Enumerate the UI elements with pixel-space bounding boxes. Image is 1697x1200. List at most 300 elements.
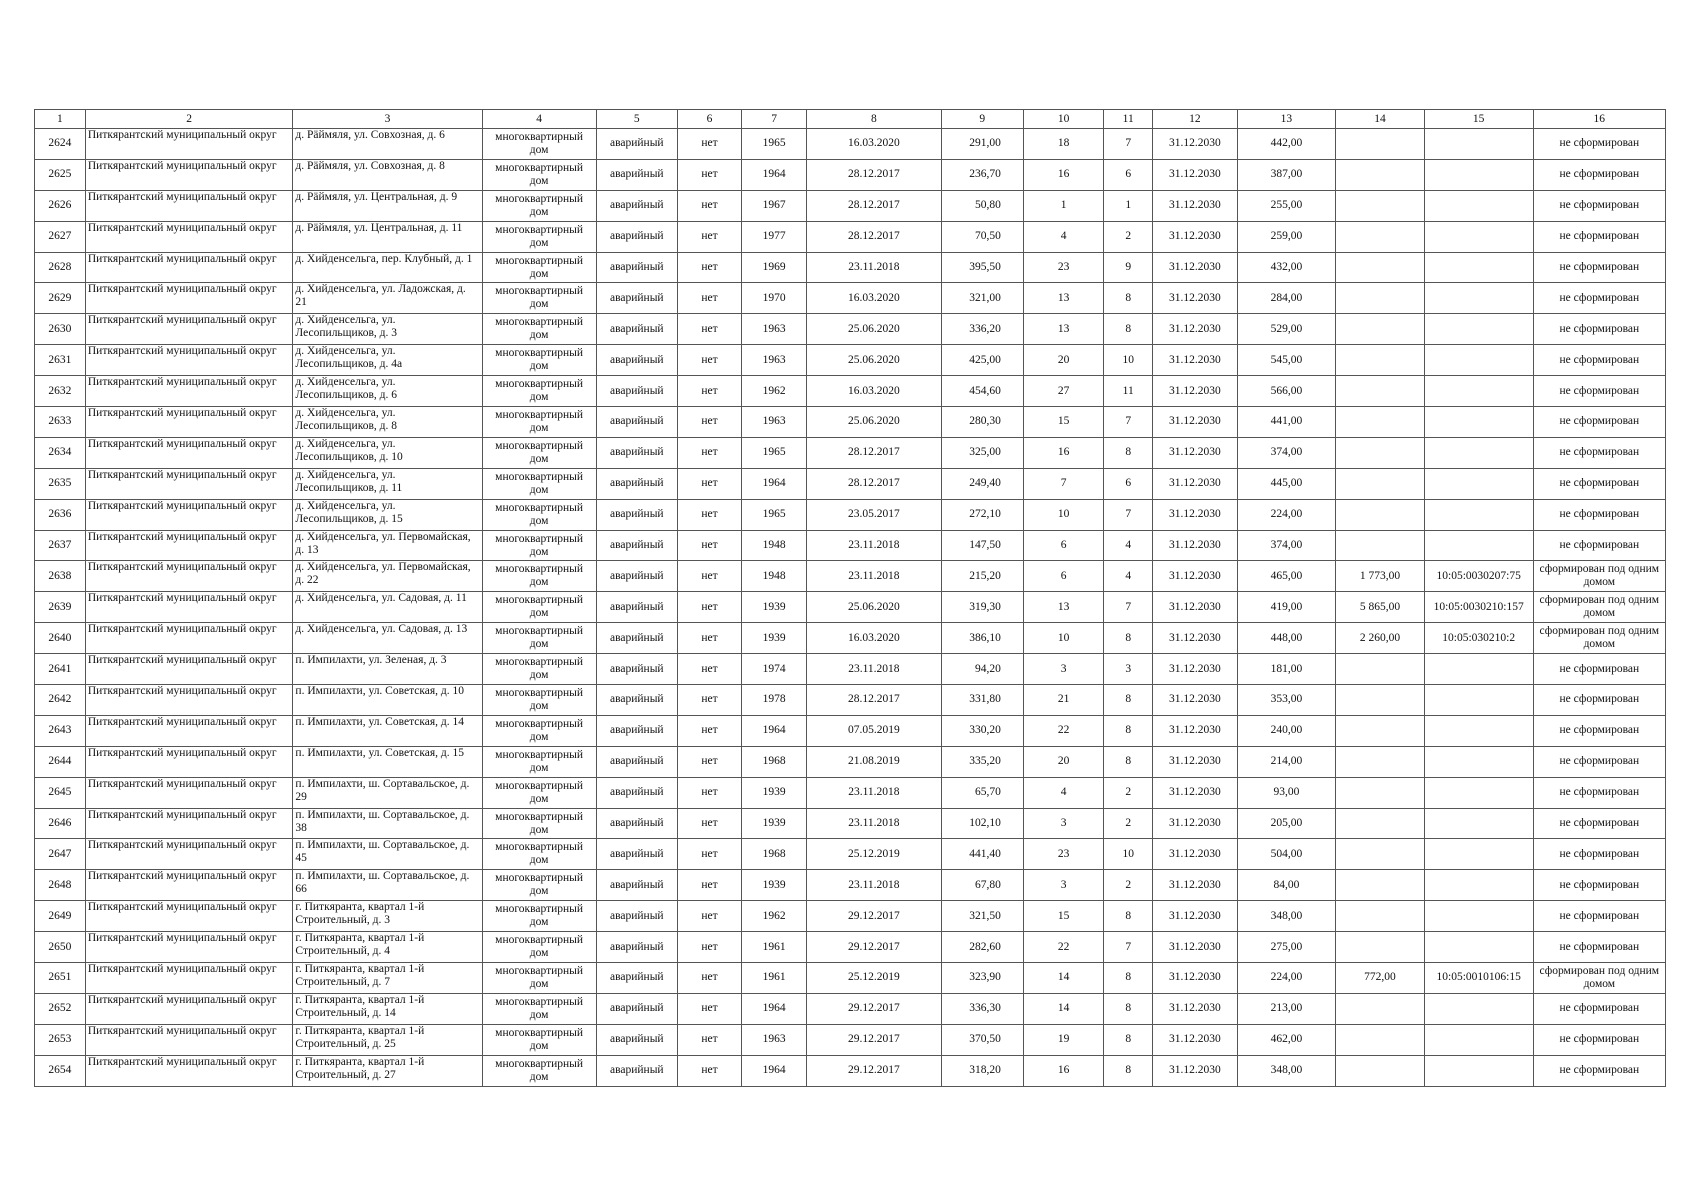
cadastral-number-cell: 10:05:030210:2 — [1424, 623, 1533, 654]
condition-cell: аварийный — [596, 839, 677, 870]
residents-cell: 3 — [1023, 654, 1103, 685]
cadastral-number-cell — [1424, 190, 1533, 221]
resettlement-deadline-cell: 31.12.2030 — [1153, 314, 1237, 345]
area-cell: 325,00 — [941, 437, 1023, 468]
address-cell: д. Хийденсельга, ул. Первомайская, д. 13 — [293, 530, 482, 561]
flag-cell: нет — [678, 993, 742, 1024]
land-status-cell: не сформирован — [1533, 685, 1665, 716]
cadastral-number-cell — [1424, 345, 1533, 376]
area-cell: 147,50 — [941, 530, 1023, 561]
row-number-cell: 2626 — [35, 190, 86, 221]
municipality-cell: Питкярантский муниципальный округ — [85, 777, 293, 808]
municipality-cell: Питкярантский муниципальный округ — [85, 190, 293, 221]
cadastral-value-cell: 205,00 — [1237, 808, 1336, 839]
row-number-cell: 2627 — [35, 221, 86, 252]
row-number-cell: 2624 — [35, 129, 86, 160]
municipality-cell: Питкярантский муниципальный округ — [85, 1024, 293, 1055]
land-area-cell: 1 773,00 — [1336, 561, 1425, 592]
municipality-cell: Питкярантский муниципальный округ — [85, 654, 293, 685]
table-row — [35, 530, 1666, 561]
recognition-date-cell: 16.03.2020 — [807, 623, 941, 654]
table-row — [35, 499, 1666, 530]
year-built-cell: 1962 — [742, 901, 807, 932]
residents-cell: 23 — [1023, 839, 1103, 870]
building-type-cell: многоквартирный дом — [482, 654, 596, 685]
apartments-cell: 8 — [1104, 685, 1153, 716]
year-built-cell: 1978 — [742, 685, 807, 716]
land-area-cell — [1336, 221, 1425, 252]
area-cell: 321,00 — [941, 283, 1023, 314]
cadastral-value-cell: 224,00 — [1237, 963, 1336, 994]
column-header: 6 — [678, 110, 742, 129]
residents-cell: 13 — [1023, 314, 1103, 345]
recognition-date-cell: 25.12.2019 — [807, 839, 941, 870]
flag-cell: нет — [678, 746, 742, 777]
recognition-date-cell: 23.11.2018 — [807, 654, 941, 685]
cadastral-value-cell: 224,00 — [1237, 499, 1336, 530]
building-type-cell: многоквартирный дом — [482, 407, 596, 438]
resettlement-deadline-cell: 31.12.2030 — [1153, 839, 1237, 870]
land-status-cell: не сформирован — [1533, 1024, 1665, 1055]
address-cell: д. Хийденсельга, ул. Ладожская, д. 21 — [293, 283, 482, 314]
address-cell: д. Рӓймяля, ул. Совхозная, д. 8 — [293, 159, 482, 190]
cadastral-value-cell: 353,00 — [1237, 685, 1336, 716]
resettlement-deadline-cell: 31.12.2030 — [1153, 932, 1237, 963]
area-cell: 331,80 — [941, 685, 1023, 716]
resettlement-deadline-cell: 31.12.2030 — [1153, 623, 1237, 654]
year-built-cell: 1964 — [742, 1055, 807, 1086]
table-row — [35, 437, 1666, 468]
row-number-cell: 2652 — [35, 993, 86, 1024]
cadastral-number-cell — [1424, 283, 1533, 314]
residents-cell: 15 — [1023, 901, 1103, 932]
area-cell: 335,20 — [941, 746, 1023, 777]
year-built-cell: 1965 — [742, 437, 807, 468]
land-status-cell: не сформирован — [1533, 715, 1665, 746]
cadastral-value-cell: 441,00 — [1237, 407, 1336, 438]
resettlement-deadline-cell: 31.12.2030 — [1153, 376, 1237, 407]
apartments-cell: 6 — [1104, 468, 1153, 499]
cadastral-value-cell: 374,00 — [1237, 530, 1336, 561]
land-status-cell: не сформирован — [1533, 159, 1665, 190]
condition-cell: аварийный — [596, 314, 677, 345]
address-cell: д. Хийденсельга, ул. Садовая, д. 11 — [293, 592, 482, 623]
municipality-cell: Питкярантский муниципальный округ — [85, 1055, 293, 1086]
flag-cell: нет — [678, 437, 742, 468]
flag-cell: нет — [678, 623, 742, 654]
building-type-cell: многоквартирный дом — [482, 715, 596, 746]
table-row — [35, 190, 1666, 221]
flag-cell: нет — [678, 499, 742, 530]
resettlement-deadline-cell: 31.12.2030 — [1153, 808, 1237, 839]
resettlement-deadline-cell: 31.12.2030 — [1153, 654, 1237, 685]
flag-cell: нет — [678, 1055, 742, 1086]
row-number-cell: 2629 — [35, 283, 86, 314]
row-number-cell: 2637 — [35, 530, 86, 561]
address-cell: п. Импилахти, ул. Зеленая, д. 3 — [293, 654, 482, 685]
resettlement-deadline-cell: 31.12.2030 — [1153, 252, 1237, 283]
row-number-cell: 2625 — [35, 159, 86, 190]
land-status-cell: не сформирован — [1533, 221, 1665, 252]
address-cell: г. Питкяранта, квартал 1-й Строительный, д. 27 — [293, 1055, 482, 1086]
building-type-cell: многоквартирный дом — [482, 159, 596, 190]
table-row — [35, 685, 1666, 716]
residents-cell: 20 — [1023, 746, 1103, 777]
column-number-header-row — [35, 110, 1666, 129]
cadastral-number-cell — [1424, 129, 1533, 160]
resettlement-deadline-cell: 31.12.2030 — [1153, 993, 1237, 1024]
condition-cell: аварийный — [596, 437, 677, 468]
apartments-cell: 7 — [1104, 407, 1153, 438]
building-type-cell: многоквартирный дом — [482, 437, 596, 468]
recognition-date-cell: 23.11.2018 — [807, 561, 941, 592]
building-type-cell: многоквартирный дом — [482, 746, 596, 777]
apartments-cell: 2 — [1104, 777, 1153, 808]
resettlement-deadline-cell: 31.12.2030 — [1153, 715, 1237, 746]
recognition-date-cell: 16.03.2020 — [807, 376, 941, 407]
cadastral-value-cell: 348,00 — [1237, 1055, 1336, 1086]
row-number-cell: 2653 — [35, 1024, 86, 1055]
year-built-cell: 1939 — [742, 623, 807, 654]
flag-cell: нет — [678, 190, 742, 221]
recognition-date-cell: 25.12.2019 — [807, 963, 941, 994]
flag-cell: нет — [678, 159, 742, 190]
year-built-cell: 1968 — [742, 839, 807, 870]
apartments-cell: 8 — [1104, 901, 1153, 932]
land-area-cell — [1336, 685, 1425, 716]
flag-cell: нет — [678, 685, 742, 716]
cadastral-value-cell: 465,00 — [1237, 561, 1336, 592]
cadastral-number-cell — [1424, 407, 1533, 438]
year-built-cell: 1970 — [742, 283, 807, 314]
resettlement-deadline-cell: 31.12.2030 — [1153, 685, 1237, 716]
table-row — [35, 283, 1666, 314]
building-type-cell: многоквартирный дом — [482, 808, 596, 839]
year-built-cell: 1948 — [742, 530, 807, 561]
land-area-cell — [1336, 376, 1425, 407]
year-built-cell: 1961 — [742, 963, 807, 994]
flag-cell: нет — [678, 376, 742, 407]
land-area-cell — [1336, 437, 1425, 468]
year-built-cell: 1964 — [742, 715, 807, 746]
recognition-date-cell: 29.12.2017 — [807, 901, 941, 932]
area-cell: 282,60 — [941, 932, 1023, 963]
residents-cell: 13 — [1023, 592, 1103, 623]
address-cell: д. Хийденсельга, ул. Лесопильщиков, д. 15 — [293, 499, 482, 530]
row-number-cell: 2639 — [35, 592, 86, 623]
building-type-cell: многоквартирный дом — [482, 376, 596, 407]
resettlement-deadline-cell: 31.12.2030 — [1153, 746, 1237, 777]
row-number-cell: 2645 — [35, 777, 86, 808]
address-cell: д. Хийденсельга, ул. Первомайская, д. 22 — [293, 561, 482, 592]
row-number-cell: 2644 — [35, 746, 86, 777]
building-type-cell: многоквартирный дом — [482, 283, 596, 314]
row-number-cell: 2630 — [35, 314, 86, 345]
table-row — [35, 839, 1666, 870]
municipality-cell: Питкярантский муниципальный округ — [85, 252, 293, 283]
apartments-cell: 1 — [1104, 190, 1153, 221]
cadastral-number-cell — [1424, 1024, 1533, 1055]
year-built-cell: 1963 — [742, 1024, 807, 1055]
cadastral-number-cell: 10:05:0030210:157 — [1424, 592, 1533, 623]
resettlement-deadline-cell: 31.12.2030 — [1153, 345, 1237, 376]
flag-cell: нет — [678, 1024, 742, 1055]
land-area-cell — [1336, 746, 1425, 777]
recognition-date-cell: 21.08.2019 — [807, 746, 941, 777]
year-built-cell: 1939 — [742, 870, 807, 901]
year-built-cell: 1964 — [742, 993, 807, 1024]
land-status-cell: не сформирован — [1533, 499, 1665, 530]
year-built-cell: 1963 — [742, 314, 807, 345]
building-type-cell: многоквартирный дом — [482, 221, 596, 252]
recognition-date-cell: 25.06.2020 — [807, 592, 941, 623]
row-number-cell: 2646 — [35, 808, 86, 839]
table-row — [35, 963, 1666, 994]
table-row — [35, 654, 1666, 685]
land-area-cell — [1336, 468, 1425, 499]
land-status-cell: не сформирован — [1533, 746, 1665, 777]
municipality-cell: Питкярантский муниципальный округ — [85, 314, 293, 345]
row-number-cell: 2648 — [35, 870, 86, 901]
land-status-cell: не сформирован — [1533, 345, 1665, 376]
land-area-cell — [1336, 777, 1425, 808]
municipality-cell: Питкярантский муниципальный округ — [85, 499, 293, 530]
building-type-cell: многоквартирный дом — [482, 592, 596, 623]
cadastral-number-cell — [1424, 376, 1533, 407]
table-row — [35, 468, 1666, 499]
land-area-cell — [1336, 993, 1425, 1024]
address-cell: д. Хийденсельга, пер. Клубный, д. 1 — [293, 252, 482, 283]
resettlement-deadline-cell: 31.12.2030 — [1153, 129, 1237, 160]
column-header: 1 — [35, 110, 86, 129]
recognition-date-cell: 25.06.2020 — [807, 314, 941, 345]
row-number-cell: 2635 — [35, 468, 86, 499]
cadastral-number-cell — [1424, 499, 1533, 530]
column-header: 9 — [941, 110, 1023, 129]
area-cell: 70,50 — [941, 221, 1023, 252]
land-status-cell: не сформирован — [1533, 654, 1665, 685]
year-built-cell: 1974 — [742, 654, 807, 685]
land-area-cell — [1336, 839, 1425, 870]
address-cell: п. Импилахти, ул. Советская, д. 14 — [293, 715, 482, 746]
land-status-cell: не сформирован — [1533, 190, 1665, 221]
building-type-cell: многоквартирный дом — [482, 932, 596, 963]
column-header: 16 — [1533, 110, 1665, 129]
condition-cell: аварийный — [596, 407, 677, 438]
cadastral-value-cell: 529,00 — [1237, 314, 1336, 345]
recognition-date-cell: 28.12.2017 — [807, 221, 941, 252]
condition-cell: аварийный — [596, 963, 677, 994]
cadastral-number-cell — [1424, 221, 1533, 252]
table-row — [35, 314, 1666, 345]
flag-cell: нет — [678, 314, 742, 345]
resettlement-deadline-cell: 31.12.2030 — [1153, 1055, 1237, 1086]
cadastral-value-cell: 255,00 — [1237, 190, 1336, 221]
building-type-cell: многоквартирный дом — [482, 993, 596, 1024]
cadastral-value-cell: 259,00 — [1237, 221, 1336, 252]
table-row — [35, 1055, 1666, 1086]
column-header: 5 — [596, 110, 677, 129]
residents-cell: 19 — [1023, 1024, 1103, 1055]
resettlement-deadline-cell: 31.12.2030 — [1153, 901, 1237, 932]
table-row — [35, 715, 1666, 746]
cadastral-value-cell: 504,00 — [1237, 839, 1336, 870]
municipality-cell: Питкярантский муниципальный округ — [85, 468, 293, 499]
apartments-cell: 8 — [1104, 746, 1153, 777]
condition-cell: аварийный — [596, 221, 677, 252]
cadastral-value-cell: 445,00 — [1237, 468, 1336, 499]
municipality-cell: Питкярантский муниципальный округ — [85, 963, 293, 994]
apartments-cell: 8 — [1104, 623, 1153, 654]
recognition-date-cell: 29.12.2017 — [807, 932, 941, 963]
recognition-date-cell: 23.11.2018 — [807, 252, 941, 283]
municipality-cell: Питкярантский муниципальный округ — [85, 407, 293, 438]
building-type-cell: многоквартирный дом — [482, 1055, 596, 1086]
residents-cell: 6 — [1023, 561, 1103, 592]
cadastral-number-cell — [1424, 437, 1533, 468]
table-row — [35, 376, 1666, 407]
condition-cell: аварийный — [596, 623, 677, 654]
address-cell: г. Питкяранта, квартал 1-й Строительный, д. 14 — [293, 993, 482, 1024]
address-cell: д. Рӓймяля, ул. Центральная, д. 9 — [293, 190, 482, 221]
resettlement-deadline-cell: 31.12.2030 — [1153, 963, 1237, 994]
table-row — [35, 561, 1666, 592]
land-status-cell: сформирован под одним домом — [1533, 963, 1665, 994]
land-area-cell — [1336, 283, 1425, 314]
residents-cell: 15 — [1023, 407, 1103, 438]
land-status-cell: не сформирован — [1533, 901, 1665, 932]
year-built-cell: 1977 — [742, 221, 807, 252]
land-status-cell: сформирован под одним домом — [1533, 592, 1665, 623]
land-area-cell — [1336, 159, 1425, 190]
land-area-cell — [1336, 932, 1425, 963]
apartments-cell: 8 — [1104, 993, 1153, 1024]
apartments-cell: 7 — [1104, 499, 1153, 530]
cadastral-value-cell: 240,00 — [1237, 715, 1336, 746]
column-header: 14 — [1336, 110, 1425, 129]
table-row — [35, 129, 1666, 160]
apartments-cell: 11 — [1104, 376, 1153, 407]
row-number-cell: 2641 — [35, 654, 86, 685]
land-area-cell — [1336, 654, 1425, 685]
recognition-date-cell: 23.11.2018 — [807, 777, 941, 808]
resettlement-deadline-cell: 31.12.2030 — [1153, 407, 1237, 438]
land-status-cell: не сформирован — [1533, 252, 1665, 283]
municipality-cell: Питкярантский муниципальный округ — [85, 623, 293, 654]
address-cell: п. Импилахти, ул. Советская, д. 10 — [293, 685, 482, 716]
residents-cell: 16 — [1023, 159, 1103, 190]
resettlement-deadline-cell: 31.12.2030 — [1153, 221, 1237, 252]
land-area-cell: 2 260,00 — [1336, 623, 1425, 654]
address-cell: д. Рӓймяля, ул. Совхозная, д. 6 — [293, 129, 482, 160]
resettlement-deadline-cell: 31.12.2030 — [1153, 190, 1237, 221]
cadastral-value-cell: 214,00 — [1237, 746, 1336, 777]
condition-cell: аварийный — [596, 1055, 677, 1086]
area-cell: 215,20 — [941, 561, 1023, 592]
cadastral-number-cell — [1424, 530, 1533, 561]
building-type-cell: многоквартирный дом — [482, 468, 596, 499]
apartments-cell: 8 — [1104, 1024, 1153, 1055]
address-cell: п. Импилахти, ш. Сортавальское, д. 38 — [293, 808, 482, 839]
land-area-cell — [1336, 499, 1425, 530]
address-cell: п. Импилахти, ш. Сортавальское, д. 29 — [293, 777, 482, 808]
address-cell: г. Питкяранта, квартал 1-й Строительный, д. 25 — [293, 1024, 482, 1055]
address-cell: г. Питкяранта, квартал 1-й Строительный, д. 4 — [293, 932, 482, 963]
residents-cell: 16 — [1023, 437, 1103, 468]
apartments-cell: 10 — [1104, 345, 1153, 376]
land-area-cell: 772,00 — [1336, 963, 1425, 994]
recognition-date-cell: 28.12.2017 — [807, 159, 941, 190]
municipality-cell: Питкярантский муниципальный округ — [85, 283, 293, 314]
flag-cell: нет — [678, 932, 742, 963]
apartments-cell: 8 — [1104, 963, 1153, 994]
residents-cell: 20 — [1023, 345, 1103, 376]
resettlement-deadline-cell: 31.12.2030 — [1153, 159, 1237, 190]
recognition-date-cell: 28.12.2017 — [807, 437, 941, 468]
cadastral-number-cell — [1424, 839, 1533, 870]
municipality-cell: Питкярантский муниципальный округ — [85, 592, 293, 623]
condition-cell: аварийный — [596, 870, 677, 901]
address-cell: п. Импилахти, ш. Сортавальское, д. 45 — [293, 839, 482, 870]
apartments-cell: 4 — [1104, 561, 1153, 592]
recognition-date-cell: 23.05.2017 — [807, 499, 941, 530]
apartments-cell: 9 — [1104, 252, 1153, 283]
land-area-cell — [1336, 190, 1425, 221]
address-cell: д. Хийденсельга, ул. Лесопильщиков, д. 8 — [293, 407, 482, 438]
building-type-cell: многоквартирный дом — [482, 623, 596, 654]
cadastral-value-cell: 545,00 — [1237, 345, 1336, 376]
condition-cell: аварийный — [596, 592, 677, 623]
table-row — [35, 252, 1666, 283]
condition-cell: аварийный — [596, 808, 677, 839]
area-cell: 318,20 — [941, 1055, 1023, 1086]
resettlement-deadline-cell: 31.12.2030 — [1153, 1024, 1237, 1055]
cadastral-value-cell: 213,00 — [1237, 993, 1336, 1024]
apartments-cell: 8 — [1104, 437, 1153, 468]
building-type-cell: многоквартирный дом — [482, 1024, 596, 1055]
municipality-cell: Питкярантский муниципальный округ — [85, 685, 293, 716]
cadastral-number-cell — [1424, 715, 1533, 746]
land-area-cell — [1336, 407, 1425, 438]
building-type-cell: многоквартирный дом — [482, 901, 596, 932]
row-number-cell: 2649 — [35, 901, 86, 932]
apartments-cell: 7 — [1104, 129, 1153, 160]
year-built-cell: 1939 — [742, 592, 807, 623]
area-cell: 291,00 — [941, 129, 1023, 160]
cadastral-value-cell: 419,00 — [1237, 592, 1336, 623]
apartments-cell: 8 — [1104, 314, 1153, 345]
table-row — [35, 901, 1666, 932]
flag-cell: нет — [678, 901, 742, 932]
recognition-date-cell: 16.03.2020 — [807, 283, 941, 314]
condition-cell: аварийный — [596, 252, 677, 283]
municipality-cell: Питкярантский муниципальный округ — [85, 839, 293, 870]
municipality-cell: Питкярантский муниципальный округ — [85, 437, 293, 468]
resettlement-deadline-cell: 31.12.2030 — [1153, 437, 1237, 468]
resettlement-deadline-cell: 31.12.2030 — [1153, 468, 1237, 499]
cadastral-number-cell — [1424, 252, 1533, 283]
table-row — [35, 993, 1666, 1024]
area-cell: 102,10 — [941, 808, 1023, 839]
cadastral-number-cell — [1424, 685, 1533, 716]
cadastral-value-cell: 93,00 — [1237, 777, 1336, 808]
year-built-cell: 1948 — [742, 561, 807, 592]
land-status-cell: не сформирован — [1533, 808, 1665, 839]
apartments-cell: 2 — [1104, 870, 1153, 901]
cadastral-number-cell: 10:05:0010106:15 — [1424, 963, 1533, 994]
table-row — [35, 932, 1666, 963]
cadastral-number-cell — [1424, 932, 1533, 963]
